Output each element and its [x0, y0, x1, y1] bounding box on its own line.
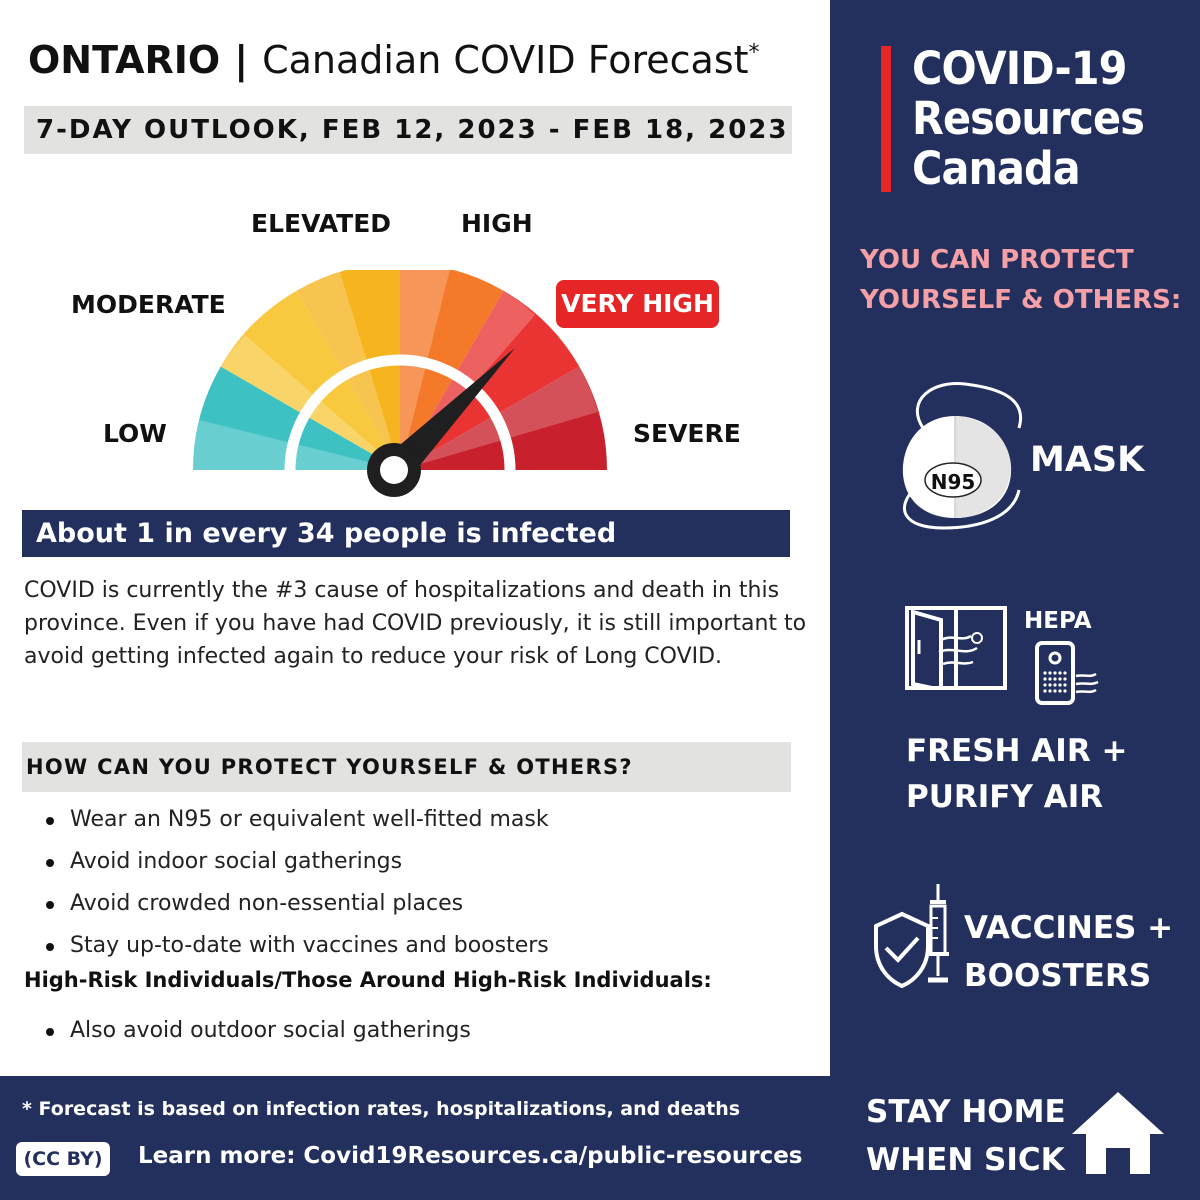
- open-window-icon: [905, 606, 1007, 690]
- list-item: Avoid indoor social gatherings: [24, 841, 549, 883]
- protect-section-heading: HOW CAN YOU PROTECT YOURSELF & OTHERS?: [22, 742, 791, 792]
- province-name: ONTARIO: [28, 38, 221, 82]
- tagline-line: YOU CAN PROTECT: [860, 245, 1134, 275]
- outlook-bar: 7-DAY OUTLOOK, FEB 12, 2023 - FEB 18, 2023: [24, 106, 792, 154]
- gauge-label-very-high-highlight: VERY HIGH: [556, 280, 719, 328]
- label-line: PURIFY AIR: [906, 779, 1104, 815]
- home-icon: [1070, 1090, 1166, 1174]
- vaccines-label: [964, 904, 1173, 1000]
- title-footnote-mark: *: [748, 40, 760, 66]
- brand-line: Resources: [912, 92, 1144, 145]
- stay-home-label: [866, 1088, 1066, 1184]
- hepa-purifier-icon: [1034, 640, 1100, 706]
- label-line: BOOSTERS: [964, 958, 1152, 994]
- label-line: STAY HOME: [866, 1094, 1066, 1130]
- gauge-label-low: LOW: [103, 419, 167, 448]
- label-line: VACCINES +: [964, 910, 1174, 946]
- tagline-line: YOURSELF & OTHERS:: [860, 285, 1182, 315]
- label-line: WHEN SICK: [866, 1142, 1065, 1178]
- high-risk-heading: High-Risk Individuals/Those Around High-Risk Individuals:: [24, 968, 712, 992]
- list-item: Stay up-to-date with vaccines and boosters: [24, 925, 549, 967]
- fresh-air-label: [906, 728, 1127, 820]
- gauge-label-severe: SEVERE: [633, 419, 741, 448]
- protection-list: [24, 799, 549, 967]
- n95-icon-label: N95: [930, 470, 976, 494]
- forecast-footnote: * Forecast is based on infection rates, hospitalizations, and deaths: [22, 1098, 741, 1120]
- title-separator: |: [234, 38, 249, 82]
- high-risk-list: [24, 1010, 471, 1052]
- brand-line: COVID-19: [912, 42, 1127, 95]
- forecast-title: Canadian COVID Forecast: [262, 38, 749, 82]
- learn-more-link[interactable]: Learn more: Covid19Resources.ca/public-resources: [138, 1143, 803, 1169]
- brand-line: Canada: [912, 142, 1080, 195]
- infection-rate-banner: About 1 in every 34 people is infected: [22, 510, 790, 557]
- gauge-label-elevated: ELEVATED: [251, 209, 392, 238]
- brand-logo-text: [912, 44, 1144, 194]
- footer-bar: [0, 1076, 830, 1200]
- risk-gauge: [180, 270, 620, 510]
- gauge-label-high: HIGH: [461, 209, 533, 238]
- page-title: [28, 38, 760, 82]
- mask-label: MASK: [1030, 440, 1145, 480]
- n95-mask-icon: [893, 378, 1028, 533]
- sidebar-tagline: [860, 240, 1181, 320]
- brand-accent-bar: [881, 46, 891, 192]
- description-paragraph: COVID is currently the #3 cause of hospitalizations and death in this province. Even if you have had COVID previously, it is still important to avoid getting infected again to reduce your risk of Long COVID.: [24, 578, 807, 669]
- license-badge: (CC BY): [16, 1142, 110, 1176]
- list-item: Wear an N95 or equivalent well-fitted mask: [24, 799, 549, 841]
- hepa-label: HEPA: [1024, 608, 1092, 634]
- list-item: Also avoid outdoor social gatherings: [24, 1010, 471, 1052]
- vaccine-shield-icon: [864, 882, 960, 992]
- gauge-label-moderate: MODERATE: [71, 290, 226, 319]
- list-item: Avoid crowded non-essential places: [24, 883, 549, 925]
- label-line: FRESH AIR +: [906, 733, 1128, 769]
